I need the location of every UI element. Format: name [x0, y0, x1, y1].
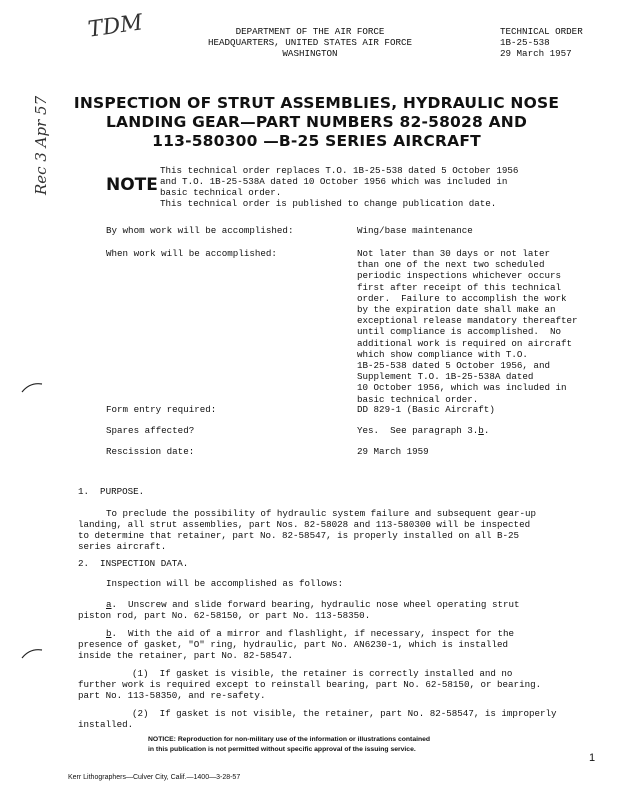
- spares-label: Spares affected?: [106, 425, 195, 436]
- handwritten-initials: TDM: [86, 10, 145, 43]
- when-value: [357, 248, 578, 405]
- item-2-line-2: installed.: [78, 719, 134, 730]
- by-whom-label: By whom work will be accomplished:: [106, 225, 294, 236]
- binder-hole-arc-bottom: [22, 650, 42, 658]
- item-b-letter: b: [106, 628, 112, 639]
- item-1-line-3: part No. 113-58350, and re-safety.: [78, 690, 266, 701]
- dept-line-1: DEPARTMENT OF THE AIR FORCE: [235, 26, 385, 37]
- when-line: basic technical order.: [357, 393, 479, 405]
- item-a-text: . Unscrew and slide forward bearing, hydraulic nose wheel operating strut: [111, 599, 520, 610]
- section-1-line: to determine that retainer, part No. 82-58547, is properly installed on all B-25: [78, 530, 520, 541]
- when-line: until compliance is accomplished. No: [357, 326, 561, 338]
- when-line: than one of the next two scheduled: [357, 259, 545, 271]
- item-a-line-1: [106, 599, 520, 610]
- spares-value-b: b: [478, 425, 484, 436]
- item-2-line-1: (2) If gasket is not visible, the retainer, part No. 82-58547, is improperly: [132, 708, 557, 719]
- rescission-value: 29 March 1959: [357, 446, 429, 457]
- handwritten-margin-note: Rec 3 Apr 57: [32, 95, 50, 195]
- note-line-3: basic technical order.: [160, 187, 282, 198]
- when-line: Not later than 30 days or not later: [357, 248, 550, 259]
- when-label: When work will be accomplished:: [106, 248, 277, 259]
- when-line: additional work is required on aircraft: [357, 337, 573, 349]
- binder-hole-arc-top: [22, 384, 42, 392]
- rescission-label: Rescission date:: [106, 446, 195, 457]
- when-line: Supplement T.O. 1B-25-538A dated: [357, 371, 534, 383]
- spares-value-end: .: [483, 425, 490, 436]
- section-1-line: To preclude the possibility of hydraulic system failure and subsequent gear-up: [106, 508, 537, 519]
- note-label: NOTE: [106, 175, 158, 195]
- section-1-heading: 1. PURPOSE.: [78, 486, 145, 497]
- section-2-intro: Inspection will be accomplished as follows:: [106, 578, 344, 589]
- spares-value-text: Yes. See paragraph 3.: [357, 425, 479, 436]
- item-1-line-1: (1) If gasket is visible, the retainer is correctly installed and no: [132, 668, 513, 679]
- when-line: first after receipt of this technical: [357, 281, 561, 293]
- note-line-1: This technical order replaces T.O. 1B-25-538 dated 5 October 1956: [160, 165, 519, 176]
- section-1-line: landing, all strut assemblies, part Nos. 82-58028 and 113-580300 will be inspected: [78, 519, 531, 530]
- item-1-line-2: further work is required except to reinstall bearing, part No. 62-58150, or bearing.: [78, 679, 542, 690]
- page-number: 1: [589, 752, 596, 764]
- spares-value: [357, 425, 489, 436]
- item-b-line-3: inside the retainer, part No. 82-58547.: [78, 650, 294, 661]
- when-line: exceptional release mandatory thereafter: [357, 315, 578, 327]
- notice-line-1: NOTICE: Reproduction for non-military use of the information or illustrations contained: [148, 736, 431, 743]
- item-a-letter: a: [106, 599, 112, 610]
- to-label: TECHNICAL ORDER: [500, 26, 583, 37]
- by-whom-value: Wing/base maintenance: [357, 225, 473, 236]
- when-line: order. Failure to accomplish the work: [357, 292, 567, 304]
- section-1-line: series aircraft.: [78, 541, 167, 552]
- to-number: 1B-25-538: [500, 37, 550, 48]
- printer-imprint: Kerr Lithographers—Culver City, Calif.—1400—3-28-57: [68, 774, 241, 781]
- item-b-line-2: presence of gasket, "O" ring, hydraulic, part No. AN6230-1, which is installed: [78, 639, 509, 650]
- dept-line-2: HEADQUARTERS, UNITED STATES AIR FORCE: [208, 37, 412, 48]
- to-date: 29 March 1957: [500, 48, 572, 59]
- note-line-4: This technical order is published to change publication date.: [160, 198, 497, 209]
- when-line: by the expiration date shall make an: [357, 304, 556, 316]
- item-b-text: . With the aid of a mirror and flashlight, if necessary, inspect for the: [111, 628, 514, 639]
- title-line-3: 113-580300 —B-25 SERIES AIRCRAFT: [152, 132, 481, 150]
- item-b-line-1: [106, 628, 514, 639]
- form-label: Form entry required:: [106, 404, 217, 415]
- when-line: periodic inspections whichever occurs: [357, 270, 561, 282]
- item-a-line-2: piston rod, part No. 62-58150, or part No. 113-58350.: [78, 610, 371, 621]
- dept-line-3: WASHINGTON: [282, 48, 338, 59]
- title-line-1: INSPECTION OF STRUT ASSEMBLIES, HYDRAULIC NOSE: [73, 94, 560, 112]
- note-line-2: and T.O. 1B-25-538A dated 10 October 1956 which was included in: [160, 176, 508, 187]
- section-2-heading: 2. INSPECTION DATA.: [78, 558, 189, 569]
- title-line-2: LANDING GEAR—PART NUMBERS 82-58028 AND: [105, 113, 528, 131]
- form-value: DD 829-1 (Basic Aircraft): [357, 404, 495, 415]
- when-line: which show compliance with T.O.: [357, 348, 528, 360]
- notice-line-2: in this publication is not permitted without specific approval of the issuing service.: [148, 746, 416, 753]
- when-line: 1B-25-538 dated 5 October 1956, and: [357, 360, 550, 372]
- when-line: 10 October 1956, which was included in: [357, 382, 567, 394]
